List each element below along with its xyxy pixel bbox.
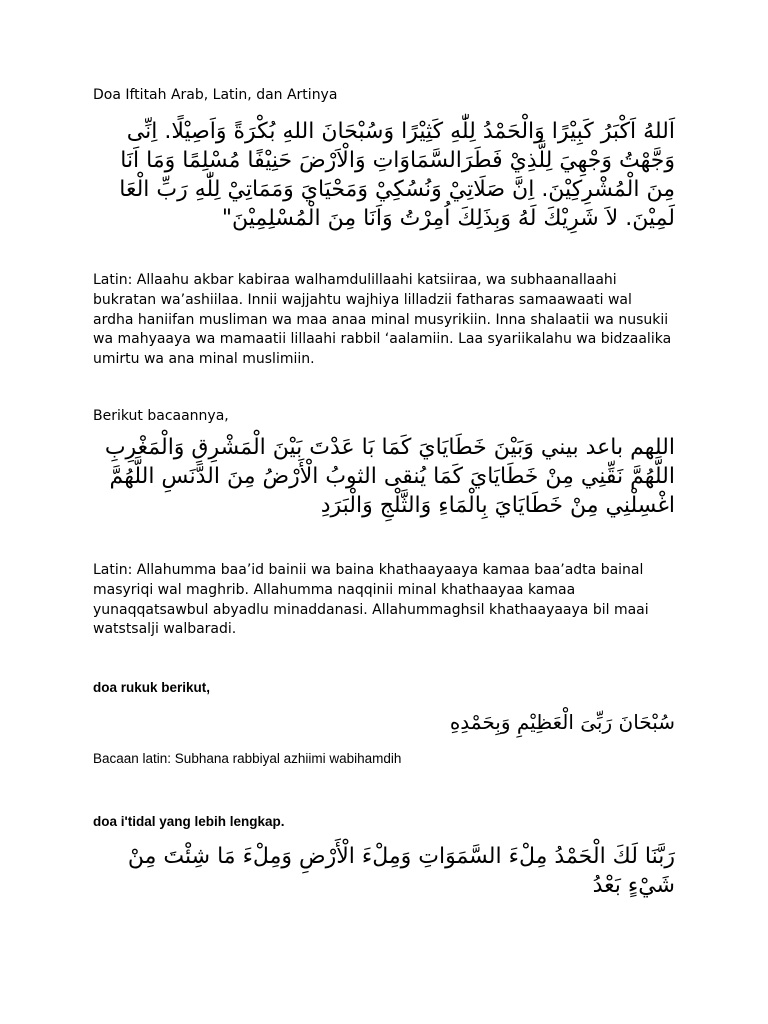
- allahumma-arabic-text: اللهم باعد بيني وَبَيْنَ خَطَايَايَ كَمَا بَا عَدْتَ بَيْنَ الْمَشْرِقِ وَالْمَغْرِبِ اللَّهُمَّ نَقِّنِي مِنْ خَطَايَايَ كَمَا يُنقى الثوبُ الْأَرْضُ مِنَ الدَّنَسِ اللَّهُمَّ اغْسِلْنِي مِنْ خَطَايَايَ بِالْمَاءِ وَالثَّلْجِ وَالْبَرَدِ: [104, 435, 675, 518]
- berikut-label: Berikut bacaannya,: [93, 408, 229, 424]
- rukuk-arabic-text: سُبْحَانَ رَبِّىَ الْعَظِيْمِ وَبِحَمْدِهِ: [449, 710, 675, 734]
- document-title: Doa Iftitah Arab, Latin, dan Artinya: [93, 87, 338, 103]
- iftitah-latin-text: Latin: Allaahu akbar kabiraa walhamdulillaahi katsiiraa, wa subhaanallaahi bukratan wa’ashiilaa. Innii wajjahtu wajhiya lilladzii fatharas samaawaati wal ardha haniifan musliman wa maa anaa minal musyrikiin. Inna shalaatii wa nusukii wa mahyaaya wa mamaatii lillaahi rabbil ‘aalamiin. Laa syariikalahu wa bidzaalika umirtu wa ana minal muslimiin.: [93, 272, 672, 368]
- itidal-arabic-text: رَبَّنَا لَكَ الْحَمْدُ مِلْءَ السَّمَوَاتِ وَمِلْءَ الْأَرْضِ وَمِلْءَ مَا شِئْتَ مِنْ شَيْءٍ بَعْدُ: [127, 844, 675, 898]
- document-page: [93, 0, 675, 1024]
- rukuk-heading: doa rukuk berikut,: [93, 680, 211, 695]
- rukuk-latin-text: Bacaan latin: Subhana rabbiyal azhiimi wabihamdih: [93, 751, 402, 766]
- allahumma-latin-text: Latin: Allahumma baa’id bainii wa baina khathaayaaya kamaa baa’adta bainal masyriqi wal maghrib. Allahumma naqqinii minal khathaayaa kamaa yunaqqatsawbul abyadlu minaddanasi. Allahummaghsil khathaayaaya bil maai watstsalji walbaradi.: [93, 562, 649, 638]
- itidal-heading: doa i'tidal yang lebih lengkap.: [93, 814, 285, 829]
- iftitah-arabic-text: اَللهُ اَكْبَرُ كَبِيْرًا وَالْحَمْدُ لِلّٰهِ كَثِيْرًا وَسُبْحَانَ اللهِ بُكْرَةً وَاَصِيْلًا. اِنِّى وَجَّهْتُ وَجْهِيَ لِلَّذِيْ فَطَرَالسَّمَاوَاتِ وَالْاَرْضَ حَنِيْفًا مُسْلِمًا وَمَا اَنَا مِنَ الْمُشْرِكِيْنَ. اِنَّ صَلَاتِيْ وَنُسُكِيْ وَمَحْيَايَ وَمَمَاتِيْ لِلّٰهِ رَبِّ الْعَا لَمِيْنَ. لاَ شَرِيْكَ لَهُ وَبِذَلِكَ اُمِرْتُ وَاَنَا مِنَ الْمُسْلِمِيْنَ": [119, 119, 675, 231]
